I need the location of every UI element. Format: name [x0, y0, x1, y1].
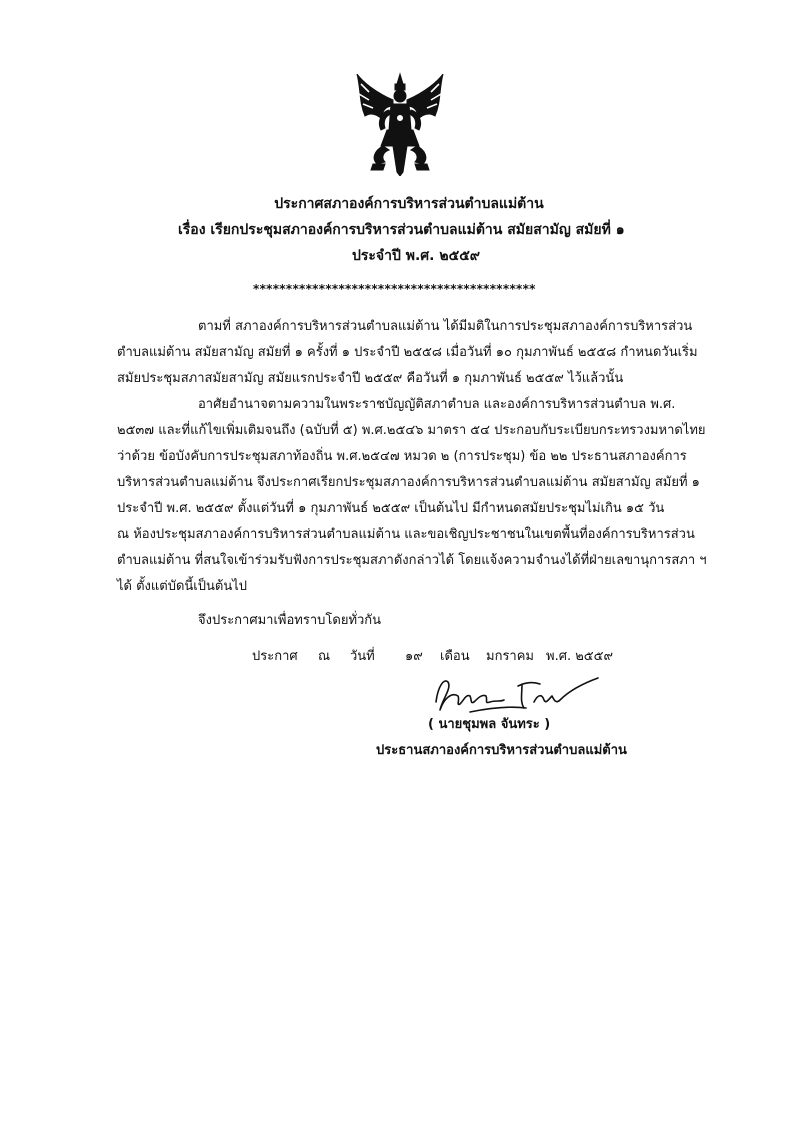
date-label-month: เดือน — [440, 649, 470, 664]
date-day: ๑๙ — [405, 649, 423, 664]
date-month: มกราคม — [486, 649, 534, 664]
announcement-fiscal-year: ประจำปี พ.ศ. ๒๕๕๙ — [352, 248, 481, 264]
date-label-at: ณ — [318, 649, 331, 664]
date-label-day: วันที่ — [350, 649, 375, 664]
paragraph-2-line: ๒๕๓๗ และที่แก้ไขเพิ่มเติมจนถึง (ฉบับที่ ๕) พ.ศ.๒๕๔๖ มาตรา ๕๔ ประกอบกับระเบียบกระทรวงมหาดไทย — [117, 423, 706, 438]
separator-line: ******************************************* — [253, 282, 536, 296]
paragraph-2-line: ประจำปี พ.ศ. ๒๕๕๙ ตั้งแต่วันที่ ๑ กุมภาพันธ์ ๒๕๕๙ เป็นต้นไป มีกำหนดสมัยประชุมไม่เกิน ๑๕ วัน — [117, 501, 665, 516]
signatory-position: ประธานสภาองค์การบริหารส่วนตำบลแม่ต้าน — [376, 743, 627, 758]
date-year: พ.ศ. ๒๕๕๙ — [546, 649, 613, 664]
signatory-name: ( นายชุมพล จันทระ ) — [428, 717, 551, 732]
announcement-subject: เรื่อง เรียกประชุมสภาองค์การบริหารส่วนตำบลแม่ต้าน สมัยสามัญ สมัยที่ ๑ — [178, 222, 625, 238]
paragraph-2-line: อาศัยอำนาจตามความในพระราชบัญญัติสภาตำบล และองค์การบริหารส่วนตำบล พ.ศ. — [198, 397, 676, 412]
announcement-title: ประกาศสภาองค์การบริหารส่วนตำบลแม่ต้าน — [274, 196, 544, 212]
paragraph-2-line: ได้ ตั้งแต่บัดนี้เป็นต้นไป — [117, 579, 248, 594]
paragraph-1-line: ตามที่ สภาองค์การบริหารส่วนตำบลแม่ต้าน ได้มีมติในการประชุมสภาองค์การบริหารส่วน — [198, 319, 693, 334]
paragraph-1-line: ตำบลแม่ต้าน สมัยสามัญ สมัยที่ ๑ ครั้งที่ ๑ ประจำปี ๒๕๕๘ เมื่อวันที่ ๑๐ กุมภาพันธ์ ๒๕๕๘ กำหนดวันเริ่ม — [117, 345, 698, 360]
paragraph-2-line: ว่าด้วย ข้อบังคับการประชุมสภาท้องถิ่น พ.ศ.๒๕๔๗ หมวด ๒ (การประชุม) ข้อ ๒๒ ประธานสภาองค์การ — [117, 449, 687, 464]
date-label-announce: ประกาศ — [252, 649, 298, 664]
handwritten-signature — [430, 672, 610, 720]
paragraph-2-line: ตำบลแม่ต้าน ที่สนใจเข้าร่วมรับฟังการประชุมสภาดังกล่าวได้ โดยแจ้งความจำนงได้ที่ฝ่ายเลขานุการสภา ฯ — [117, 553, 707, 568]
closing-statement: จึงประกาศมาเพื่อทราบโดยทั่วกัน — [198, 613, 382, 628]
paragraph-2-line: บริหารส่วนตำบลแม่ต้าน จึงประกาศเรียกประชุมสภาองค์การบริหารส่วนตำบลแม่ต้าน สมัยสามัญ สมัยที่ ๑ — [117, 475, 700, 490]
paragraph-2-line: ณ ห้องประชุมสภาองค์การบริหารส่วนตำบลแม่ต้าน และขอเชิญประชาชนในเขตพื้นที่องค์การบริหารส่วน — [117, 527, 695, 542]
paragraph-1-line: สมัยประชุมสภาสมัยสามัญ สมัยแรกประจำปี ๒๕๕๙ คือวันที่ ๑ กุมภาพันธ์ ๒๕๕๙ ไว้แล้วนั้น — [117, 371, 624, 386]
garuda-emblem-icon — [355, 72, 445, 176]
